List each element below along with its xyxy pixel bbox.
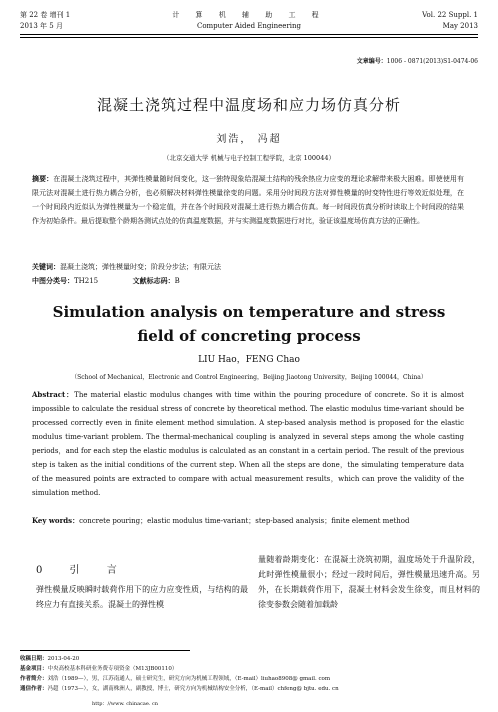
volume-cn: 第 22 卷 增刊 1 bbox=[20, 11, 71, 19]
authors-cn: 刘浩， 冯超 bbox=[216, 134, 282, 145]
footnote-label: 作者简介： bbox=[20, 676, 48, 682]
footnote-author bbox=[20, 674, 480, 684]
footnote-rule bbox=[20, 650, 190, 651]
abstract-en bbox=[32, 388, 464, 500]
footnote-label: 通信作者： bbox=[20, 686, 48, 692]
keywords-en-text: concrete pouring；elastic modulus time-variant；step-based analysis；finite element method bbox=[79, 517, 410, 525]
affiliation-en: （School of Mechanical，Electronic and Control Engineering，Beijing Jiaotong University，Beijing 100044，China） bbox=[71, 374, 427, 381]
keywords-en-label: Key words： bbox=[32, 516, 80, 525]
footnote-text: 2013-04-20 bbox=[47, 656, 80, 662]
date-cn: 2013 年 5 月 bbox=[20, 22, 63, 30]
abstract-en-text: The material elastic modulus changes with time within the pouring procedure of concrete. So it is almost impossible to calculate the residual stress of concrete by theoretical method. The elastic modulus time-variant should be processed correctly even in finite element method simulation. A step-based analysis method is proposed for the elastic modulus time-variant problem. The thermal-mechanical coupling is analyzed in several steps among the whole casting periods，and for each step the elastic modulus is calculated as an constant in a certain period. The result of the previous step is taken as the initial conditions of the current step. When all the steps are done，the simulating temperature data of the measured points are extracted to compare with actual measurement results，which can prove the validity of the simulation method. bbox=[32, 391, 464, 497]
paper-title-cn: 混凝土浇筑过程中温度场和应力场仿真分析 bbox=[96, 96, 401, 114]
footnote-label: 基金项目： bbox=[20, 666, 48, 672]
classification-cn bbox=[32, 276, 464, 286]
footnote-label: 收稿日期： bbox=[20, 656, 48, 662]
abstract-en-label: Abstract： bbox=[32, 390, 75, 399]
abstract-cn-label: 摘要： bbox=[32, 174, 54, 183]
keywords-cn bbox=[32, 262, 464, 272]
article-number-label: 文章编号： bbox=[356, 58, 387, 65]
intro-column-right: 量随着龄期变化：在混凝土浇筑初期，温度场处于升温阶段，此时弹性模量很小；经过一段时间后，弹性模量迅速升高。另外，在长期载荷作用下，混凝土材料会发生徐变，而且材料的徐变参数会随着加载龄 bbox=[258, 555, 480, 609]
journal-title-cn: 计 算 机 辅 助 工 程 bbox=[172, 11, 326, 19]
footnote-text: 刘浩（1989—），男，江苏南通人，硕士研究生，研究方向为机械工程领域，（E-mail）liuhao8908@ gmail. com bbox=[47, 676, 331, 682]
date-en: May 2013 bbox=[442, 22, 478, 30]
footnote-received bbox=[20, 654, 480, 664]
authors-en: LIU Hao，FENG Chao bbox=[198, 355, 300, 365]
footnote-text: 中央高校基本科研业务费专项资金（M13JB00110） bbox=[47, 666, 178, 672]
article-number bbox=[357, 56, 478, 65]
class-value: TH215 bbox=[74, 277, 99, 285]
header-rule-top bbox=[20, 34, 478, 35]
keywords-cn-text: 混凝土浇筑；弹性模量时变；阶段分步法；有限元法 bbox=[60, 263, 221, 271]
header-rule-bottom bbox=[20, 37, 478, 38]
volume-en: Vol. 22 Suppl. 1 bbox=[422, 11, 478, 19]
section-title-intro: 0 引 言 bbox=[36, 565, 129, 576]
paper-title-en bbox=[0, 300, 498, 348]
keywords-en bbox=[32, 516, 464, 526]
footnote-corresponding bbox=[20, 684, 480, 694]
abstract-cn bbox=[32, 172, 464, 228]
doc-code-label: 文献标志码： bbox=[132, 276, 175, 285]
paper-title-en-line1: Simulation analysis on temperature and stress bbox=[52, 303, 446, 321]
footnotes bbox=[20, 654, 480, 694]
footnote-text: 冯超（1973—），女，湖南株洲人，副教授，博士，研究方向为机械结构安全分析，（E-mail）chfeng@ bjtu. edu. cn bbox=[47, 686, 339, 692]
paper-title-en-line2: field of concreting process bbox=[137, 327, 361, 345]
class-label: 中图分类号： bbox=[32, 276, 74, 285]
header-volume-en bbox=[422, 10, 478, 32]
article-number-value: 1006 - 0871(2013)S1-0474-06 bbox=[386, 58, 478, 65]
journal-title-en: Computer Aided Engineering bbox=[196, 22, 302, 30]
doc-code-value: B bbox=[174, 277, 180, 285]
abstract-cn-text: 在混凝土浇筑过程中，其弹性模量随时间变化，这一独特现象给混凝土结构的残余热应力应变的理论求解带来极大困难。即使使用有限元法对混凝土进行热力耦合分析，也必须解决材料弹性模量徐变的问题。采用分时间段方法对弹性模量的时变特性进行等效近似处理，在一个时间段内近似认为弹性模量为一个稳定值，并在各个时间段对混凝土进行热力耦合仿真。每一时间段仿真分析时读取上个时间段的结果作为初始条件。最后提取整个龄期各测试点处的仿真温度数据，并与实测温度数据进行对比，验证该温度场仿真方法的正确性。 bbox=[32, 175, 464, 225]
intro-column-left: 弹性模量反映瞬时载荷作用下的应力应变性质，与结构的最终应力有直接关系。混凝土的弹性模 bbox=[36, 585, 248, 609]
keywords-cn-label: 关键词： bbox=[32, 262, 60, 271]
journal-url[interactable]: http：//www. chinacae. cn bbox=[92, 701, 158, 707]
affiliation-cn: （北京交通大学 机械与电子控制工程学院，北京 100044） bbox=[163, 154, 335, 162]
footnote-funding bbox=[20, 664, 480, 674]
